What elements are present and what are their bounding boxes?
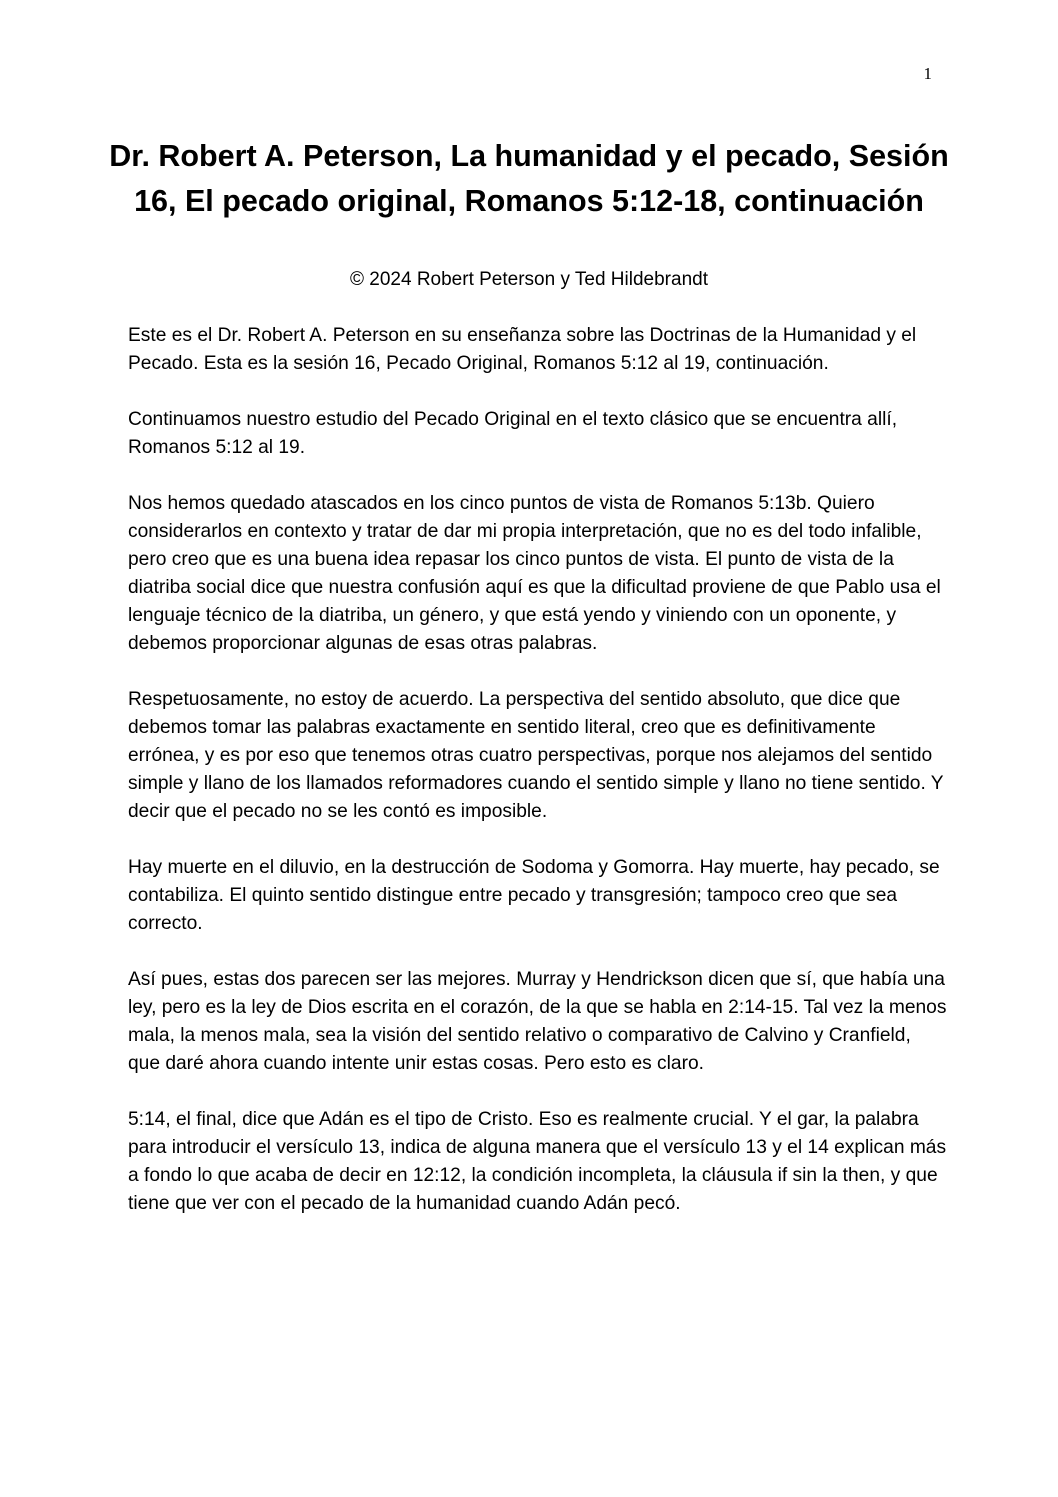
- page-number: 1: [923, 64, 932, 83]
- paragraph-2: Continuamos nuestro estudio del Pecado Original en el texto clásico que se encuentra allí, Romanos 5:12 al 19.: [128, 409, 898, 458]
- paragraph-4: Respetuosamente, no estoy de acuerdo. La perspectiva del sentido absoluto, que dice que debemos tomar las palabras exactamente en sentido literal, creo que es definitivamente errónea, y es por eso que tenemos otras cuatro perspectivas, porque nos alejamos del sentido simple y llano de los llamados reformadores cuando el sentido simple y llano no tiene sentido. Y decir que el pecado no se les contó es imposible.: [128, 689, 944, 822]
- paragraph-3: Nos hemos quedado atascados en los cinco puntos de vista de Romanos 5:13b. Quiero considerarlos en contexto y tratar de dar mi propia interpretación, que no es del todo infalible, pero creo que es una buena idea repasar los cinco puntos de vista. El punto de vista de la diatriba social dice que nuestra confusión aquí es que la dificultad proviene de que Pablo usa el lenguaje técnico de la diatriba, un género, y que está yendo y viniendo con un oponente, y debemos proporcionar algunas de esas otras palabras.: [128, 493, 941, 654]
- paragraph-6: Así pues, estas dos parecen ser las mejores. Murray y Hendrickson dicen que sí, que había una ley, pero es la ley de Dios escrita en el corazón, de la que se habla en 2:14-15. Tal vez la menos mala, la menos mala, sea la visión del sentido relativo o comparativo de Calvino y Cranfield, que daré ahora cuando intente unir estas cosas. Pero esto es claro.: [128, 969, 947, 1074]
- document-title: Dr. Robert A. Peterson, La humanidad y el pecado, Sesión 16, El pecado original, Romanos 5:12-18, continuación: [109, 139, 949, 218]
- paragraph-1: Este es el Dr. Robert A. Peterson en su enseñanza sobre las Doctrinas de la Humanidad y el Pecado. Esta es la sesión 16, Pecado Original, Romanos 5:12 al 19, continuación.: [128, 325, 917, 374]
- document-body: [128, 322, 948, 1246]
- paragraph-7: 5:14, el final, dice que Adán es el tipo de Cristo. Eso es realmente crucial. Y el gar, la palabra para introducir el versículo 13, indica de alguna manera que el versículo 13 y el 14 explican más a fondo lo que acaba de decir en 12:12, la condición incompleta, la cláusula if sin la then, y que tiene que ver con el pecado de la humanidad cuando Adán pecó.: [128, 1109, 947, 1214]
- copyright-line: © 2024 Robert Peterson y Ted Hildebrandt: [350, 269, 708, 290]
- paragraph-5: Hay muerte en el diluvio, en la destrucción de Sodoma y Gomorra. Hay muerte, hay pecado, se contabiliza. El quinto sentido distingue entre pecado y transgresión; tampoco creo que sea correcto.: [128, 857, 940, 934]
